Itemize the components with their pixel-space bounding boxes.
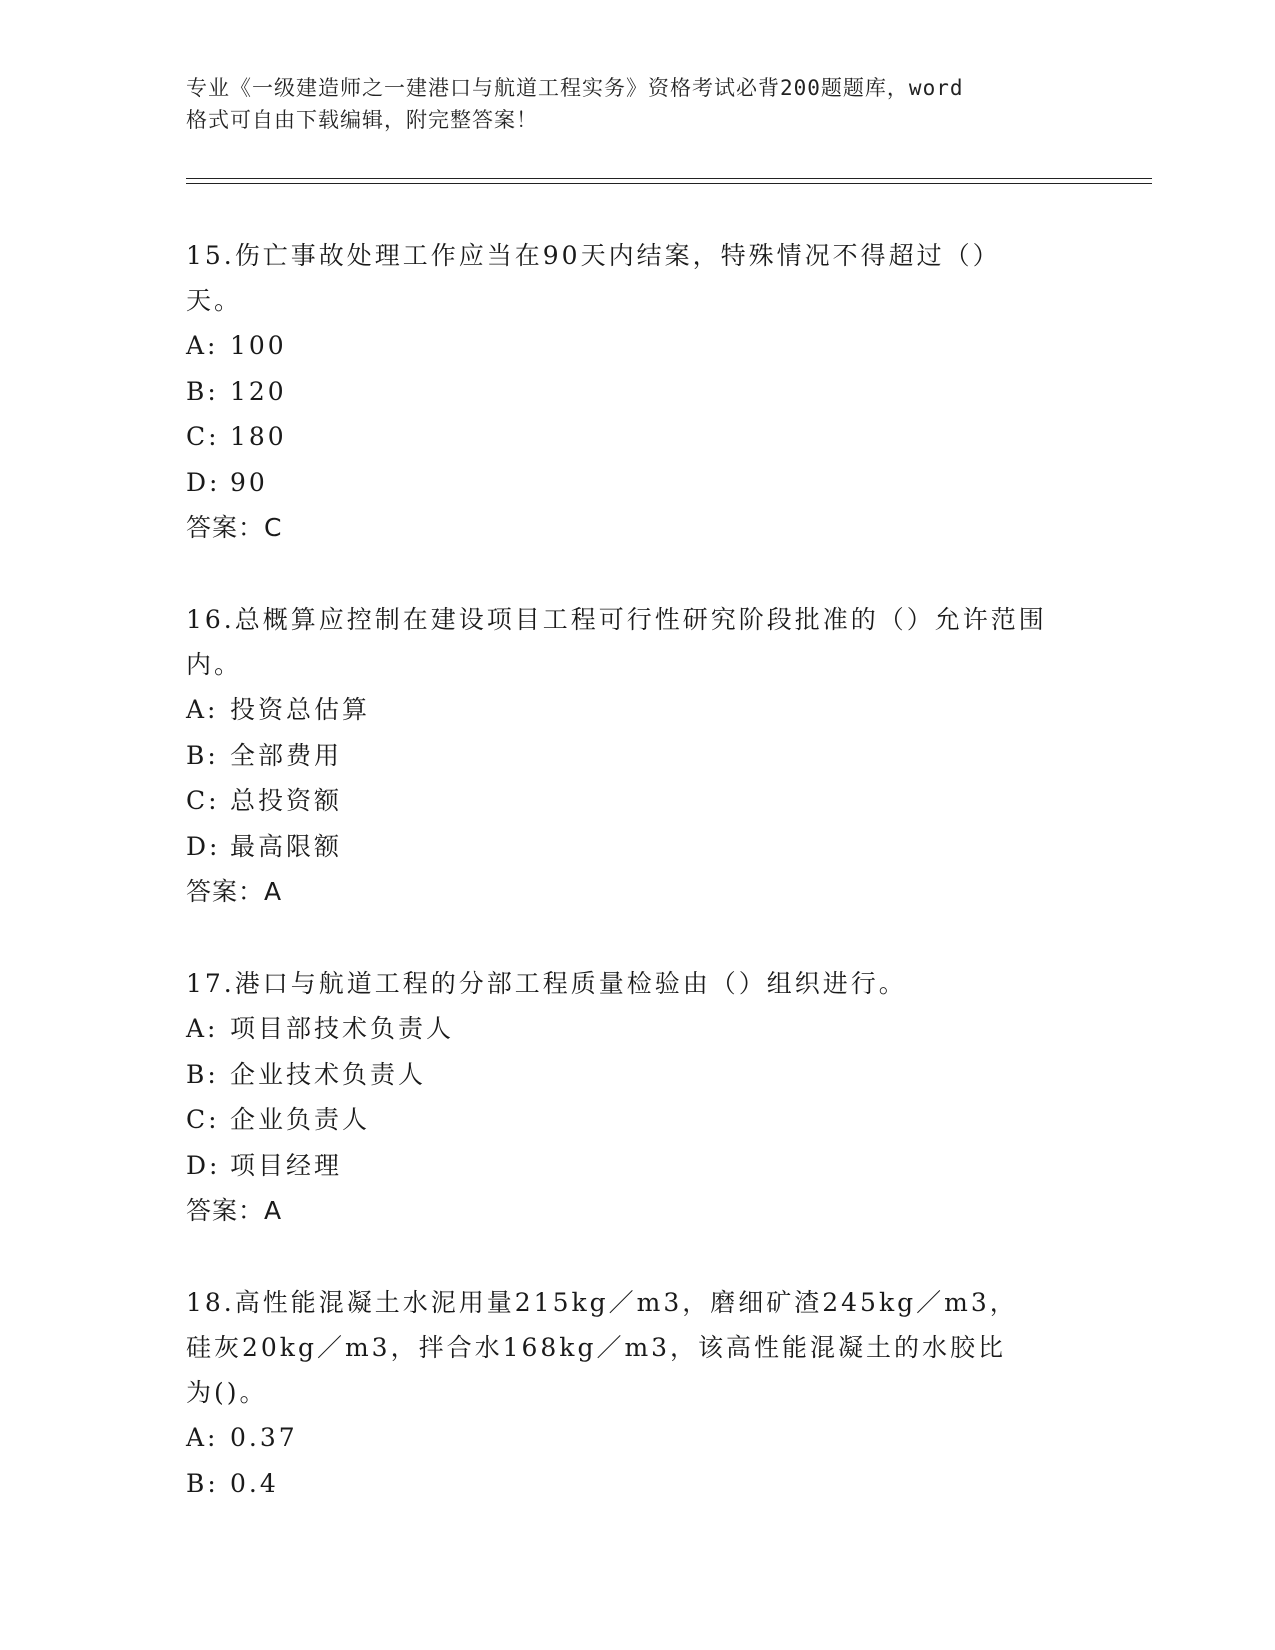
option-text: 项目部技术负责人 (230, 1014, 455, 1043)
option-text: 0.37 (230, 1423, 298, 1452)
answer-line: 答案：A (186, 877, 283, 906)
option-letter: B: (186, 740, 219, 770)
question-stem: 16.总概算应控制在建设项目工程可行性研究阶段批准的（）允许范围内。 (186, 605, 1047, 679)
option-letter: B: (186, 1059, 219, 1089)
document-header (186, 72, 1066, 136)
option-letter: A: (186, 1423, 219, 1452)
option-text: 企业技术负责人 (230, 1059, 427, 1089)
option-b (186, 733, 1086, 779)
option-letter: C: (186, 422, 220, 451)
question-stem: 17.港口与航道工程的分部工程质量检验由（）组织进行。 (186, 969, 907, 998)
option-text: 投资总估算 (230, 695, 371, 724)
option-text: 90 (230, 467, 268, 497)
answer-line: 答案：A (186, 1196, 283, 1225)
option-letter: B: (186, 1468, 219, 1498)
option-text: 最高限额 (230, 831, 343, 861)
option-a (186, 687, 1086, 733)
option-letter: A: (186, 331, 219, 360)
header-line-2: 格式可自由下载编辑，附完整答案！ (186, 108, 538, 132)
question-stem: 15.伤亡事故处理工作应当在90天内结案，特殊情况不得超过（）天。 (186, 241, 1001, 315)
option-a (186, 1006, 1086, 1052)
option-c (186, 1097, 1086, 1143)
option-letter: A: (186, 695, 219, 724)
option-b (186, 1052, 1086, 1098)
option-text: 总投资额 (230, 786, 343, 815)
option-text: 180 (230, 422, 287, 451)
option-a (186, 323, 1086, 369)
option-letter: C: (186, 1105, 220, 1134)
question-18 (186, 1280, 1086, 1506)
question-15 (186, 233, 1086, 550)
question-16 (186, 597, 1086, 914)
option-text: 100 (230, 331, 287, 360)
option-letter: D: (186, 831, 221, 861)
option-b (186, 1461, 1086, 1507)
option-a (186, 1415, 1086, 1461)
option-letter: B: (186, 376, 219, 406)
option-text: 120 (230, 376, 287, 406)
option-c (186, 778, 1086, 824)
option-text: 企业负责人 (230, 1105, 371, 1134)
option-d (186, 1143, 1086, 1189)
question-stem: 18.高性能混凝土水泥用量215kg／m3，磨细矿渣245kg／m3，硅灰20kg／m3，拌合水168kg／m3，该高性能混凝土的水胶比为()。 (186, 1288, 1018, 1407)
question-17 (186, 961, 1086, 1233)
option-letter: D: (186, 1150, 221, 1180)
option-letter: C: (186, 786, 220, 815)
option-b (186, 369, 1086, 415)
option-text: 0.4 (230, 1468, 279, 1498)
option-c (186, 414, 1086, 460)
option-text: 项目经理 (230, 1150, 343, 1180)
header-line-1: 专业《一级建造师之一建港口与航道工程实务》资格考试必背200题题库，word (186, 76, 964, 100)
option-text: 全部费用 (230, 740, 343, 770)
header-divider-bottom (186, 183, 1152, 184)
answer-line: 答案：C (186, 513, 283, 542)
option-d (186, 824, 1086, 870)
option-letter: A: (186, 1014, 219, 1043)
option-d (186, 460, 1086, 506)
header-divider-top (186, 178, 1152, 179)
option-letter: D: (186, 467, 221, 497)
